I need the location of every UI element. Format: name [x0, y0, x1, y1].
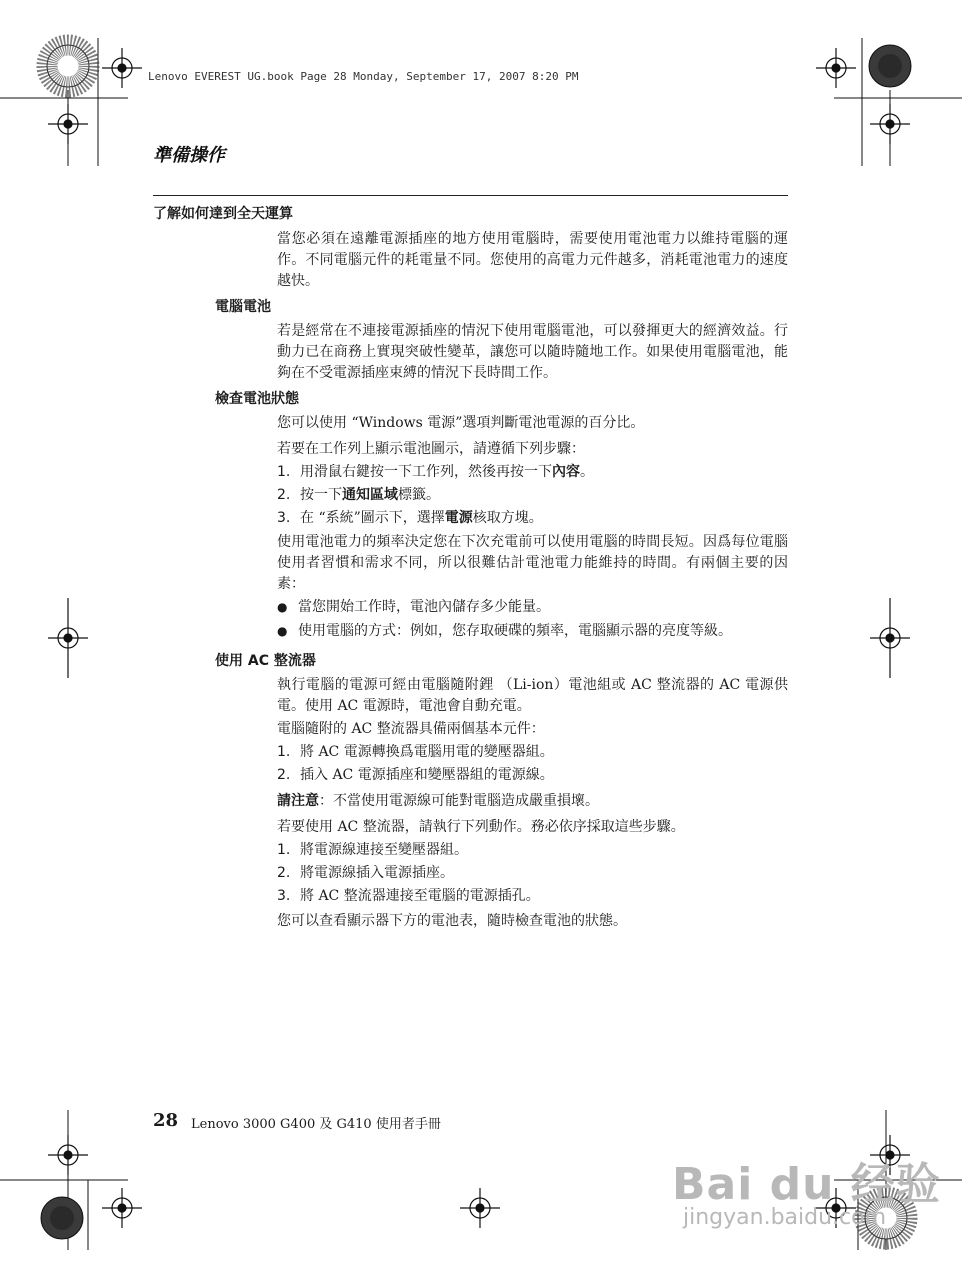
- list-item: 2. 插入 AC 電源插座和變壓器組的電源線。: [277, 767, 554, 783]
- section-rule: [153, 195, 788, 196]
- list-item: 1. 用滑鼠右鍵按一下工作列，然後再按一下內容。: [277, 464, 594, 480]
- list-item: 2. 將電源線插入電源插座。: [277, 865, 454, 881]
- battery-status-heading: 檢查電池狀態: [215, 391, 299, 407]
- caution-label: 請注意: [277, 793, 319, 809]
- list-item: 2. 按一下通知區域標籤。: [277, 487, 440, 503]
- ac-paragraph-3: 若要使用 AC 整流器，請執行下列動作。務必依序採取這些步驟。: [277, 819, 685, 835]
- book-header-line: Lenovo EVEREST UG.book Page 28 Monday, September 17, 2007 8:20 PM: [148, 70, 579, 83]
- bullet-item: ● 當您開始工作時，電池內儲存多少能量。: [277, 599, 550, 615]
- section-title: 了解如何達到全天運算: [153, 206, 293, 222]
- list-item: 1. 將電源線連接至變壓器組。: [277, 842, 468, 858]
- battery-paragraph: 若是經常在不連接電源插座的情況下使用電腦電池，可以發揮更大的經濟效益。行動力已在商務上實現突破性變革，讓您可以隨時隨地工作。如果使用電腦電池，能夠在不受電源插座束縛的情況下長時間工作。: [277, 323, 788, 381]
- ac-paragraph-2: 電腦隨附的 AC 整流器具備兩個基本元件：: [277, 721, 545, 737]
- ac-adapter-heading: 使用 AC 整流器: [215, 653, 316, 669]
- chapter-title: 準備操作: [153, 145, 225, 166]
- caution-note: 請注意：不當使用電源線可能對電腦造成嚴重損壞。: [277, 793, 599, 809]
- ac-paragraph-1: 執行電腦的電源可經由電腦隨附鋰 （Li-ion）電池組或 AC 整流器的 AC 電源供電。使用 AC 電源時，電池會自動充電。: [277, 677, 788, 714]
- ac-paragraph-4: 您可以查看顯示器下方的電池表，隨時檢查電池的狀態。: [277, 913, 627, 929]
- status-paragraph-1: 您可以使用 “Windows 電源”選項判斷電池電源的百分比。: [277, 415, 645, 431]
- list-item: 3. 將 AC 整流器連接至電腦的電源插孔。: [277, 888, 540, 904]
- intro-paragraph: 當您必須在遠離電源插座的地方使用電腦時，需要使用電池電力以維持電腦的運作。不同電腦元件的耗電量不同。您使用的高電力元件越多，消耗電池電力的速度越快。: [277, 231, 788, 289]
- status-paragraph-3: 使用電池電力的頻率決定您在下次充電前可以使用電腦的時間長短。因爲每位電腦使用者習慣和需求不同，所以很難估計電池電力能維持的時間。有兩個主要的因素：: [277, 534, 788, 592]
- watermark-logo: Bai du 经验: [672, 1159, 941, 1210]
- watermark-url: jingyan.baidu.com: [683, 1205, 887, 1230]
- status-paragraph-2: 若要在工作列上顯示電池圖示，請遵循下列步驟：: [277, 441, 585, 457]
- page-number: 28: [153, 1110, 179, 1131]
- footer-book-title: Lenovo 3000 G400 及 G410 使用者手冊: [191, 1117, 441, 1132]
- list-item: 1. 將 AC 電源轉換爲電腦用電的變壓器組。: [277, 744, 554, 760]
- battery-heading: 電腦電池: [215, 299, 271, 315]
- list-item: 3. 在 “系統”圖示下，選擇電源核取方塊。: [277, 510, 543, 526]
- bullet-item: ● 使用電腦的方式：例如，您存取硬碟的頻率，電腦顯示器的亮度等級。: [277, 623, 732, 639]
